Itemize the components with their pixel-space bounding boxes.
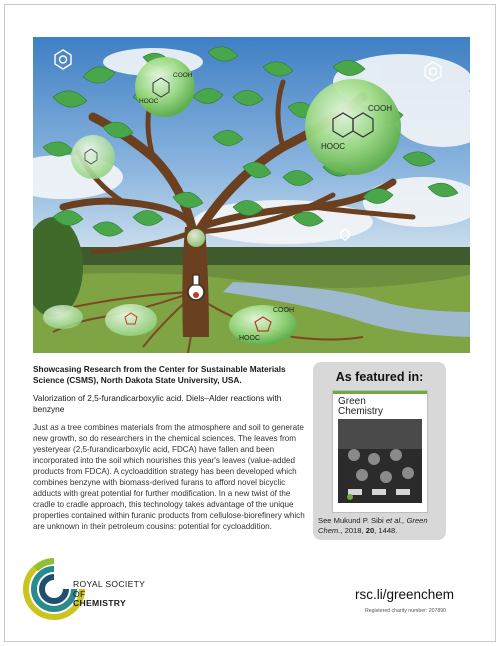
rsc-logo-text [73,580,145,609]
journal-title-line2: Chemistry [338,405,384,417]
showcase-heading: Showcasing Research from the Center for Sustainable Materials Science (CSMS), North Dakota State University, USA. [33,364,286,385]
citation-pages: , 1448. [374,525,398,535]
cooh-label: COOH [173,72,193,79]
citation-year: , 2018, [340,525,366,535]
logo-line3: CHEMISTRY [73,598,126,609]
citation-journal: , Green Chem. [318,516,428,535]
logo-line1: ROYAL SOCIETY [73,579,146,589]
featured-panel [313,362,446,540]
cooh-label: COOH [368,104,392,113]
hooc-label: HOOC [321,142,345,151]
bubble-top [135,57,195,117]
cooh-label: COOH [273,307,294,314]
charity-number: Registered charity number: 207890 [365,608,447,614]
body-paragraph: Just as a tree combines materials from the atmosphere and soil to generate new growth, so do researchers in the chemical sciences. The leaves from yesteryear (2,5-furandicarboxylic acid, FDCA) have fallen and been incorporated into the soil which nourishes this year's leaves (value-added products from FDCA). A cycloaddition strategy has been developed which combines benzyne with biomass-derived furans to afford novel bicyclic adducts with great potential for further modification. In a new twist of the cradle to cradle approach, this technology takes advantage of the unique properties contained within furanic products from cellulose-biorefinery which are unknown in their petroleum cousins: potential for cycloaddition. [33,423,305,532]
citation-etal: et al. [385,516,403,525]
bubble-left [71,135,115,179]
journal-cover-thumbnail[interactable] [333,391,427,512]
featured-title: As featured in: [335,370,424,384]
citation-text: See Mukund P. Sibi [318,516,386,525]
citation [318,516,444,535]
journal-title-line1: Green [338,396,366,407]
cover-illustration [33,37,470,353]
logo-line2: OF [73,588,86,599]
hooc-label: HOOC [139,98,159,105]
cover-artwork [338,419,422,503]
hooc-label: HOOC [239,335,260,342]
bubble-bottom-right [229,305,297,345]
journal-title [338,397,422,416]
article-subtitle: Valorization of 2,5-furandicarboxylic acid. Diels–Alder reactions with benzyne [33,393,282,414]
bubble-big [305,79,401,175]
journal-url-link[interactable]: rsc.li/greenchem [355,587,455,602]
citation-volume: 20 [365,525,375,535]
cover-accent-bar [333,391,427,394]
